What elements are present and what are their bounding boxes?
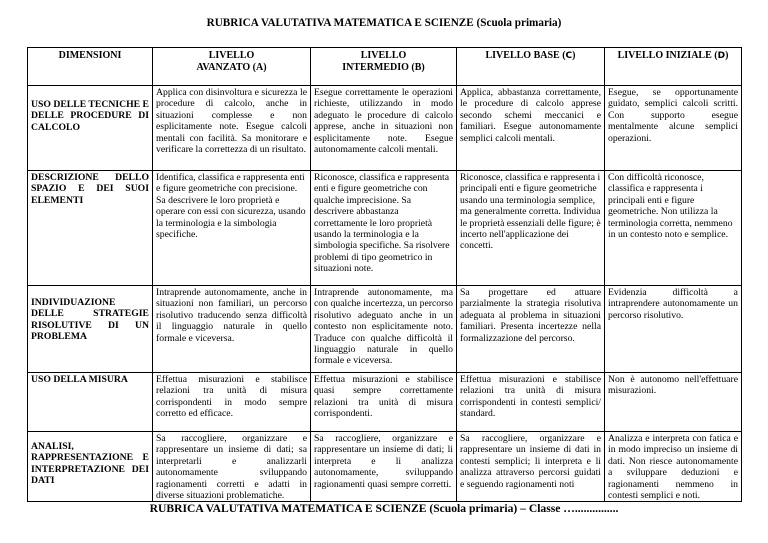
header-avanzato: LIVELLO AVANZATO (A) bbox=[153, 48, 311, 86]
iniziale-cell: Analizza e interpreta con fatica e in modo impreciso un insieme di dati. Non riesce autonomamente a sviluppare deduzioni e ragionamenti nemmeno in contesti semplici e noti. bbox=[605, 432, 742, 502]
avanzato-cell: Effettua misurazioni e stabilisce relazioni tra unità di misura corrispondenti in modo sempre corretto ed efficace. bbox=[153, 373, 311, 432]
document-title: RUBRICA VALUTATIVA MATEMATICA E SCIENZE (Scuola primaria) bbox=[206, 17, 562, 29]
base-cell: Effettua misurazioni e stabilisce relazioni tra unità di misura corrispondenti in contesti semplici/ standard. bbox=[457, 373, 605, 432]
header-iniziale: LIVELLO INIZIALE (D) bbox=[605, 48, 742, 86]
dimension-cell: ANALISI, RAPPRESENTAZIONE E INTERPRETAZIONE DEI DATI bbox=[28, 432, 153, 502]
document-footer: RUBRICA VALUTATIVA MATEMATICA E SCIENZE (Scuola primaria) – Classe …............... bbox=[149, 502, 619, 515]
intermedio-cell: Esegue correttamente le operazioni richieste, utilizzando in modo adeguato le procedure di calcolo apprese, anche in situazioni non esplicitamente note. Esegue autonomamente calcoli mentali. bbox=[311, 86, 457, 171]
header-intermedio: LIVELLO INTERMEDIO (B) bbox=[311, 48, 457, 86]
header-base: LIVELLO BASE (C) bbox=[457, 48, 605, 86]
iniziale-cell: Evidenzia difficoltà a intraprendere autonomamente un percorso risolutivo. bbox=[605, 286, 742, 373]
base-cell: Sa progettare ed attuare parzialmente la strategia risolutiva adeguata al problema in situazioni familiari. Presenta incertezze nella formalizzazione del percorso. bbox=[457, 286, 605, 373]
intermedio-cell: Riconosce, classifica e rappresenta enti e figure geometriche con qualche imprecisione. Sa descrivere abbastanza correttamente le loro proprietà usando la terminologia e la simbologia specifiche. Sa risolvere problemi di tipo geometrico in situazioni note. bbox=[311, 171, 457, 286]
base-cell: Sa raccogliere, organizzare e rappresentare un insieme di dati in contesti semplici; li interpreta e li analizza attraverso percorsi guidati e seguendo ragionamenti noti bbox=[457, 432, 605, 502]
iniziale-cell: Non è autonomo nell'effettuare misurazioni. bbox=[605, 373, 742, 432]
table-row bbox=[28, 432, 742, 502]
intermedio-cell: Sa raccogliere, organizzare e rappresentare un insieme di dati; li interpreta e li analizza autonomamente, sviluppando ragionamenti quasi sempre corretti. bbox=[311, 432, 457, 502]
table-row bbox=[28, 86, 742, 171]
rubric-table bbox=[27, 47, 742, 502]
table-row bbox=[28, 171, 742, 286]
table-row bbox=[28, 373, 742, 432]
iniziale-cell: Esegue, se opportunamente guidato, semplici calcoli scritti. Con supporto esegue mentalmente alcune semplici operazioni. bbox=[605, 86, 742, 171]
avanzato-cell: Sa raccogliere, organizzare e rappresentare un insieme di dati; sa interpretarli e analizzarli autonomamente sviluppando ragionamenti corretti e adatti in diverse situazioni problematiche. bbox=[153, 432, 311, 502]
base-cell: Applica, abbastanza correttamente, le procedure di calcolo apprese secondo schemi meccanici e familiari. Esegue autonomamente semplici calcoli mentali. bbox=[457, 86, 605, 171]
table-row bbox=[28, 286, 742, 373]
intermedio-cell: Effettua misurazioni e stabilisce quasi sempre correttamente relazioni tra unità di misura corrispondenti. bbox=[311, 373, 457, 432]
dimension-cell: DESCRIZIONE DELLO SPAZIO E DEI SUOI ELEMENTI bbox=[28, 171, 153, 286]
avanzato-cell: Intraprende autonomamente, anche in situazioni non familiari, un percorso risolutivo traducendo senza difficoltà il linguaggio naturale in quello formale e viceversa. bbox=[153, 286, 311, 373]
avanzato-cell: Identifica, classifica e rappresenta enti e figure geometriche con precisione. Sa descrivere le loro proprietà e operare con essi con sicurezza, usando la terminologia e la simbologia specifiche. bbox=[153, 171, 311, 286]
dimension-cell: INDIVIDUAZIONE DELLE STRATEGIE RISOLUTIVE DI UN PROBLEMA bbox=[28, 286, 153, 373]
header-row bbox=[28, 48, 742, 86]
intermedio-cell: Intraprende autonomamente, ma con qualche incertezza, un percorso risolutivo adeguato anche in un contesto non esplicitamente noto. Traduce con qualche difficoltà il linguaggio naturale in quello formale e viceversa. bbox=[311, 286, 457, 373]
avanzato-cell: Applica con disinvoltura e sicurezza le procedure di calcolo, anche in situazioni complesse e non esplicitamente note. Esegue calcoli mentali con facilità. Sa monitorare e verificare la correttezza di un risultato. bbox=[153, 86, 311, 171]
iniziale-cell: Con difficoltà riconosce, classifica e rappresenta i principali enti e figure geometriche. Non utilizza la terminologia corretta, nemmeno in un contesto noto e semplice. bbox=[605, 171, 742, 286]
dimension-cell: USO DELLE TECNICHE E DELLE PROCEDURE DI CALCOLO bbox=[28, 86, 153, 171]
base-cell: Riconosce, classifica e rappresenta i principali enti e figure geometriche usando una terminologia semplice, ma generalmente corretta. Individua le proprietà essenziali delle figure; è incerto nell'applicazione dei concetti. bbox=[457, 171, 605, 286]
dimension-cell: USO DELLA MISURA bbox=[28, 373, 153, 432]
header-dimensioni: DIMENSIONI bbox=[28, 48, 153, 86]
